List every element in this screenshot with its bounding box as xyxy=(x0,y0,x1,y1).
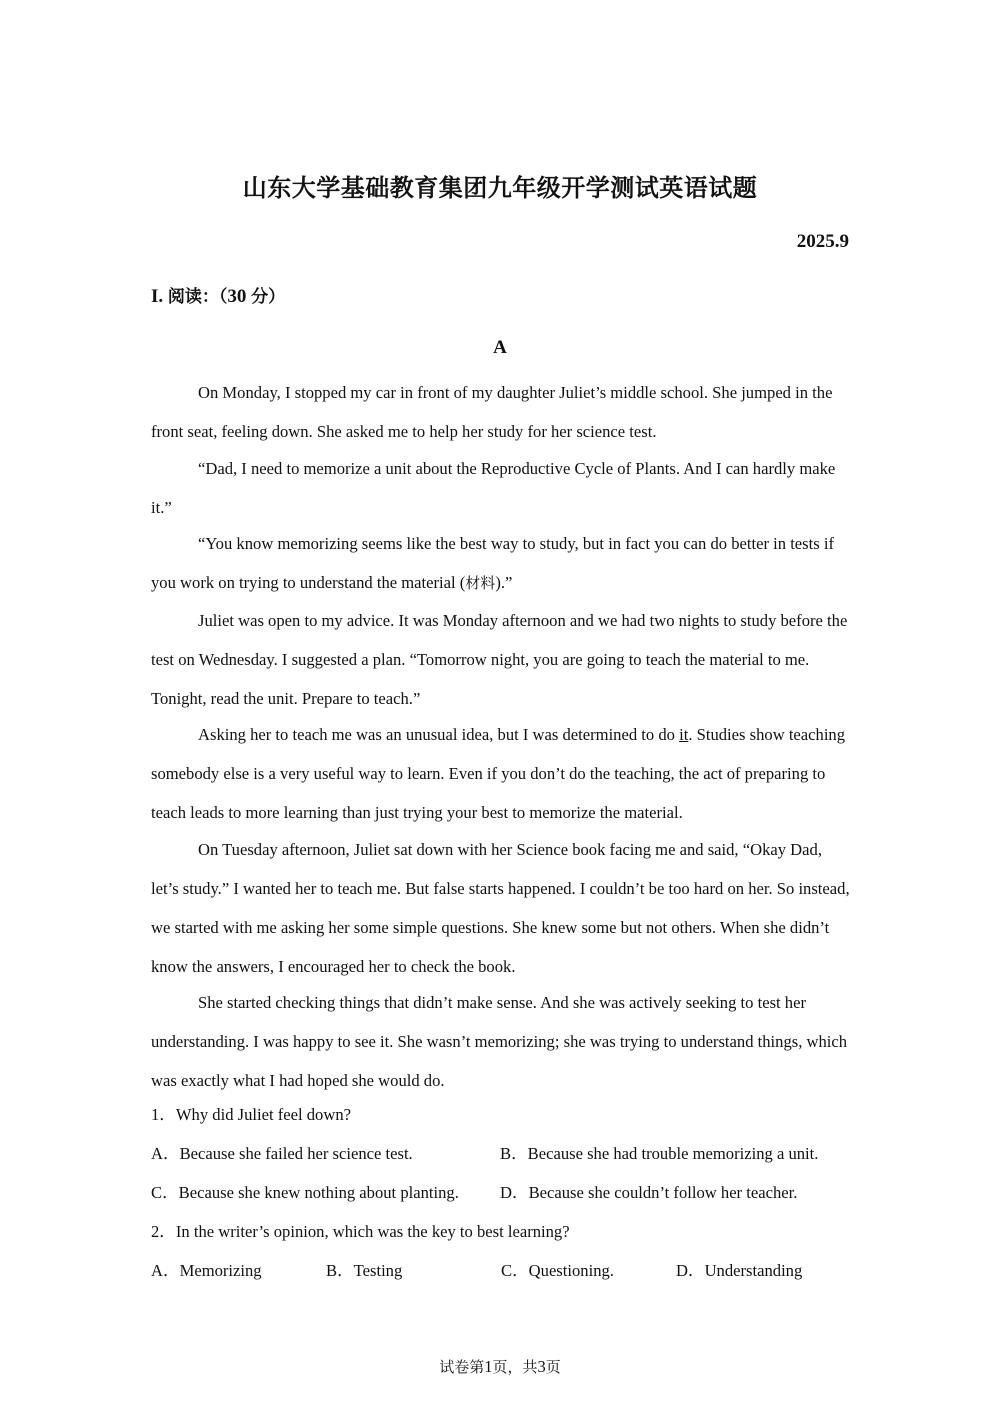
footer-total-pages: 3 xyxy=(537,1357,546,1376)
exam-date: 2025.9 xyxy=(796,231,849,252)
question-2-option-b: B．Testing xyxy=(326,1261,403,1280)
section-score-unit: 分） xyxy=(251,287,286,307)
passage-paragraph-3 xyxy=(151,524,851,603)
passage-label: A xyxy=(493,337,507,358)
section-score: 30 xyxy=(227,286,247,307)
passage-paragraph-7: She started checking things that didn’t make sense. And she was actively seeking to test her understanding. I was happy to see it. She wasn’t memorizing; she was trying to understand things, which was exactly what I had hoped she would do. xyxy=(151,993,848,1090)
footer-prefix: 试卷第 xyxy=(439,1358,485,1376)
passage-paragraph-1: On Monday, I stopped my car in front of my daughter Juliet’s middle school. She jumped in the front seat, feeling down. She asked me to help her study for her science test. xyxy=(151,383,833,441)
passage-paragraph-6: On Tuesday afternoon, Juliet sat down with her Science book facing me and said, “Okay Dad, let’s study.” I wanted her to teach me. But false starts happened. I couldn’t be too hard on her. So instead, we started with me asking her some simple questions. She knew some but not others. When she didn’t know the answers, I encouraged her to check the book. xyxy=(151,839,850,976)
question-1-option-a: A．Because she failed her science test. xyxy=(151,1144,413,1163)
passage-paragraph-5 xyxy=(151,715,851,832)
paragraph-3-text-b: ).” xyxy=(495,573,513,592)
footer-page-number: 1 xyxy=(484,1357,493,1376)
paragraph-5-text-b: . Studies show teaching somebody else is a very useful way to learn. Even if you don’t do the teaching, the act of preparing to teach leads to more learning than just trying your best to memorize the material. xyxy=(151,725,846,822)
question-2-stem: 2．In the writer’s opinion, which was the key to best learning? xyxy=(151,1222,570,1241)
question-2-option-c: C．Questioning. xyxy=(501,1261,614,1280)
question-2-option-a: A．Memorizing xyxy=(151,1261,262,1280)
section-name: 阅读： xyxy=(167,287,219,307)
question-1-option-c: C．Because she knew nothing about planting. xyxy=(151,1183,459,1202)
paragraph-5-text-a: Asking her to teach me was an unusual idea, but I was determined to do xyxy=(198,725,680,744)
page-footer xyxy=(0,1356,1000,1377)
question-1-options-row-1 xyxy=(151,1139,851,1178)
paragraph-3-text-a: “You know memorizing seems like the best way to study, but in fact you can do better in tests if you work on trying to understand the material ( xyxy=(151,534,834,592)
underlined-word-it: it xyxy=(679,725,689,744)
question-2-options-row xyxy=(151,1256,851,1295)
exam-title: 山东大学基础教育集团九年级开学测试英语试题 xyxy=(242,174,758,202)
question-1-option-d: D．Because she couldn’t follow her teacher. xyxy=(500,1183,798,1202)
footer-suffix: 页 xyxy=(545,1358,561,1376)
footer-middle: 页，共 xyxy=(492,1358,538,1376)
section-score-open: （ xyxy=(218,287,228,307)
section-heading xyxy=(151,282,285,308)
passage-paragraph-4: Juliet was open to my advice. It was Monday afternoon and we had two nights to study before the test on Wednesday. I suggested a plan. “Tomorrow night, you are going to teach the material to me. Tonight, read the unit. Prepare to teach.” xyxy=(151,610,848,708)
paragraph-3-chinese-gloss: 材料 xyxy=(465,574,496,592)
question-1-option-b: B．Because she had trouble memorizing a unit. xyxy=(500,1144,819,1163)
question-1-stem: 1．Why did Juliet feel down? xyxy=(151,1105,351,1124)
reading-passage xyxy=(151,373,851,1098)
section-number: I. xyxy=(151,286,164,307)
question-2-option-d: D．Understanding xyxy=(676,1261,803,1280)
question-1-options-row-2 xyxy=(151,1178,851,1217)
question-list xyxy=(151,1100,851,1295)
passage-paragraph-2: “Dad, I need to memorize a unit about the Reproductive Cycle of Plants. And I can hardly make it.” xyxy=(151,458,836,517)
